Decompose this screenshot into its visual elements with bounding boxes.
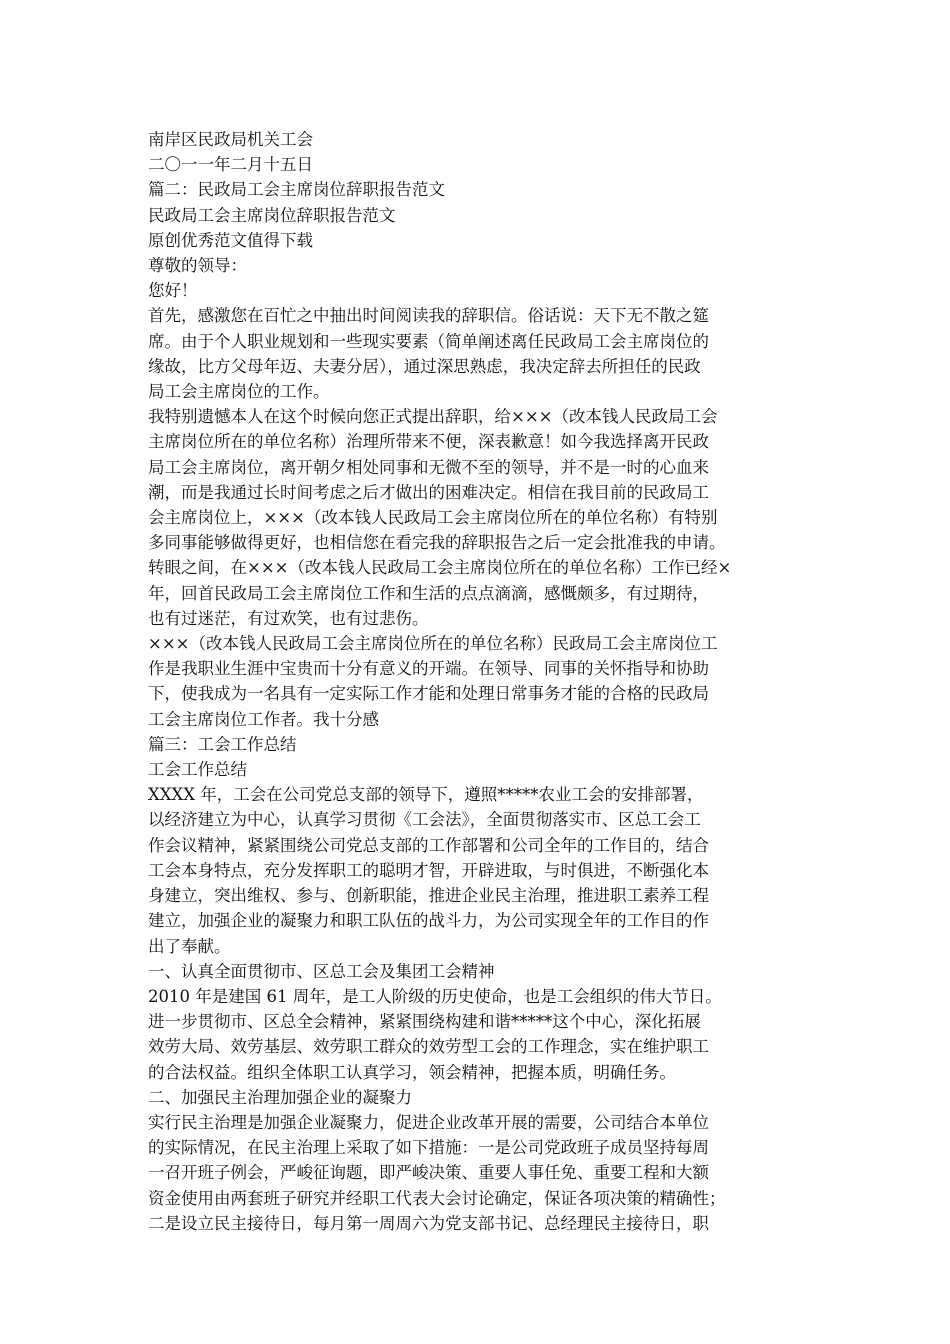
text-line: 民政局工会主席岗位辞职报告范文 — [148, 205, 396, 225]
text-line: 也有过迷茫，有过欢笑，也有过悲伤。 — [148, 608, 429, 628]
text-line: 的合法权益。组织全体职工认真学习，领会精神，把握本质，明确任务。 — [148, 1062, 676, 1082]
text-line: 我特别遗憾本人在这个时候向您正式提出辞职，给×××（改本钱人民政局工会 — [148, 407, 718, 427]
text-line: 转眼之间，在×××（改本钱人民政局工会主席岗位所在的单位名称）工作已经× — [148, 558, 732, 578]
text-line: 作会议精神，紧紧围绕公司党总支部的工作部署和公司全年的工作目的，结合 — [148, 835, 709, 855]
text-line: 您好！ — [148, 281, 198, 301]
text-line: 建立，加强企业的凝聚力和职工队伍的战斗力，为公司实现全年的工作目的作 — [148, 911, 709, 931]
text-line: 下，使我成为一名具有一定实际工作才能和处理日常事务才能的合格的民政局 — [148, 684, 709, 704]
text-line: 缘故，比方父母年迈、夫妻分居），通过深思熟虑，我决定辞去所担任的民政 — [148, 356, 701, 376]
text-line: 局工会主席岗位，离开朝夕相处同事和无微不至的领导，并不是一时的心血来 — [148, 457, 709, 477]
text-line: 以经济建立为中心，认真学习贯彻《工会法》，全面贯彻落实市、区总工会工 — [148, 810, 701, 830]
text-line: 尊敬的领导： — [148, 256, 247, 276]
text-line: 二、加强民主治理加强企业的凝聚力 — [148, 1087, 412, 1107]
text-line: 二〇一一年二月十五日 — [148, 155, 313, 175]
text-line: 主席岗位所在的单位名称）治理所带来不便，深表歉意！如今我选择离开民政 — [148, 432, 709, 452]
text-line: 二是设立民主接待日，每月第一周周六为党支部书记、总经理民主接待日，职 — [148, 1213, 709, 1233]
text-line: 实行民主治理是加强企业凝聚力，促进企业改革开展的需要，公司结合本单位 — [148, 1112, 709, 1132]
text-line: 会主席岗位上，×××（改本钱人民政局工会主席岗位所在的单位名称）有特别 — [148, 508, 718, 528]
text-line: 席。由于个人职业规划和一些现实要素（简单阐述离任民政局工会主席岗位的 — [148, 331, 709, 351]
text-line: 作是我职业生涯中宝贵而十分有意义的开端。在领导、同事的关怀指导和协助 — [148, 659, 709, 679]
text-line: 出了奉献。 — [148, 936, 231, 956]
text-line: 进一步贯彻市、区总全会精神，紧紧围绕构建和谐*****这个中心，深化拓展 — [148, 1012, 701, 1032]
text-line: XXXX 年，工会在公司党总支部的领导下，遵照*****农业工会的安排部署， — [148, 785, 704, 805]
text-line: 2010 年是建国 61 周年，是工人阶级的历史使命，也是工会组织的伟大节日。 — [148, 986, 722, 1006]
text-line: 首先，感激您在百忙之中抽出时间阅读我的辞职信。俗话说：天下无不散之筵 — [148, 306, 709, 326]
text-line: 工会工作总结 — [148, 760, 247, 780]
text-line: 资金使用由两套班子研究并经职工代表大会讨论确定，保证各项决策的精确性； — [148, 1188, 726, 1208]
text-line: ×××（改本钱人民政局工会主席岗位所在的单位名称）民政局工会主席岗位工 — [148, 634, 718, 654]
text-line: 一召开班子例会，严峻征询题，即严峻决策、重要人事任免、重要工程和大额 — [148, 1163, 709, 1183]
text-line: 篇二：民政局工会主席岗位辞职报告范文 — [148, 180, 445, 200]
text-line: 篇三：工会工作总结 — [148, 734, 297, 754]
text-line: 一、认真全面贯彻市、区总工会及集团工会精神 — [148, 961, 495, 981]
text-line: 效劳大局、效劳基层、效劳职工群众的效劳型工会的工作理念，实在维护职工 — [148, 1037, 709, 1057]
text-line: 年，回首民政局工会主席岗位工作和生活的点点滴滴，感慨颇多，有过期待， — [148, 583, 709, 603]
text-line: 南岸区民政局机关工会 — [148, 130, 313, 149]
text-line: 工会主席岗位工作者。我十分感 — [148, 709, 379, 729]
text-line: 多同事能够做得更好，也相信您在看完我的辞职报告之后一定会批准我的申请。 — [148, 533, 726, 553]
text-line: 工会本身特点，充分发挥职工的聪明才智，开辟进取，与时俱进，不断强化本 — [148, 860, 709, 880]
text-line: 局工会主席岗位的工作。 — [148, 382, 330, 402]
text-line: 的实际情况，在民主治理上采取了如下措施：一是公司党政班子成员坚持每周 — [148, 1138, 709, 1158]
text-line: 身建立，突出维权、参与、创新职能，推进企业民主治理，推进职工素养工程 — [148, 886, 709, 906]
text-line: 原创优秀范文值得下载 — [148, 230, 313, 250]
text-line: 潮，而是我通过长时间考虑之后才做出的困难决定。相信在我目前的民政局工 — [148, 482, 709, 502]
document-page — [148, 127, 808, 1236]
